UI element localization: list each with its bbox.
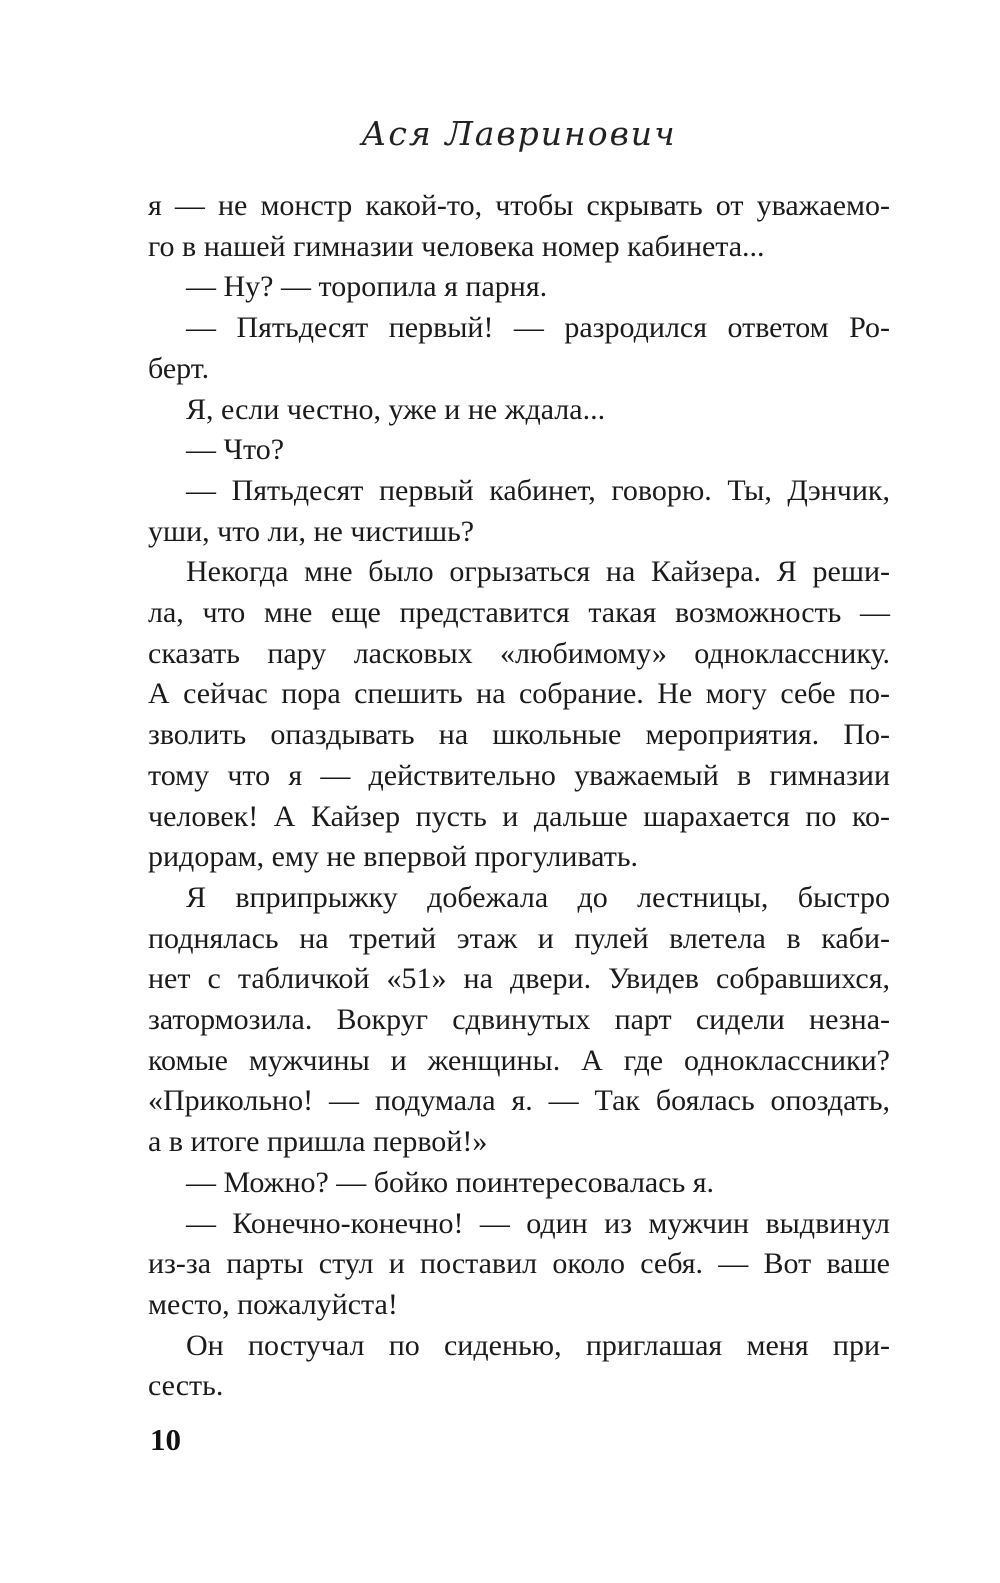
- text-line: А сейчас пора спешить на собрание. Не могу себе по-: [148, 677, 890, 711]
- text-line: Я, если честно, уже и не ждала...: [186, 392, 606, 426]
- text-line: я — не монстр какой-то, чтобы скрывать от уважаемо-: [148, 189, 890, 222]
- text-line: человек! А Кайзер пусть и дальше шарахается по ко-: [148, 799, 890, 833]
- text-line: — Пятьдесят первый кабинет, говорю. Ты, Дэнчик,: [186, 473, 890, 507]
- body-text: [148, 186, 890, 1407]
- text-line: зволить опаздывать на школьные мероприятия. По-: [148, 718, 890, 752]
- author-header: Ася Лавринович: [361, 114, 677, 153]
- text-line: Некогда мне было огрызаться на Кайзера. Я реши-: [186, 555, 890, 589]
- text-line: Я вприпрыжку добежала до лестницы, быстро: [186, 880, 890, 914]
- text-line: тому что я — действительно уважаемый в гимназии: [148, 758, 890, 792]
- text-line: «Прикольно! — подумала я. — Так боялась опоздать,: [148, 1084, 890, 1118]
- text-line: — Конечно-конечно! — один из мужчин выдвинул: [186, 1206, 890, 1240]
- text-line: сесть.: [148, 1369, 224, 1403]
- text-line: ла, что мне еще представится такая возможность —: [148, 596, 890, 630]
- text-line: — Ну? — торопила я парня.: [186, 270, 548, 304]
- text-line: го в нашей гимназии человека номер кабинета...: [148, 229, 765, 263]
- text-line: комые мужчины и женщины. А где одноклассники?: [148, 1043, 890, 1077]
- text-line: ридорам, ему не впервой прогуливать.: [148, 840, 639, 874]
- text-line: Он постучал по сиденью, приглашая меня при-: [186, 1328, 890, 1362]
- text-line: уши, что ли, не чистишь?: [148, 514, 475, 548]
- text-line: нет с табличкой «51» на двери. Увидев собравшихся,: [148, 962, 890, 996]
- text-line: берт.: [148, 351, 210, 385]
- text-line: — Пятьдесят первый! — разродился ответом Ро-: [186, 311, 890, 345]
- text-line: — Можно? — бойко поинтересовалась я.: [186, 1165, 715, 1199]
- text-line: а в итоге пришла первой!»: [148, 1125, 488, 1159]
- text-line: сказать пару ласковых «любимому» однокласснику.: [148, 636, 890, 670]
- text-line: место, пожалуйста!: [148, 1287, 398, 1321]
- text-line: поднялась на третий этаж и пулей влетела в каби-: [148, 921, 890, 955]
- text-line: затормозила. Вокруг сдвинутых парт сидели незна-: [148, 1003, 890, 1037]
- text-line: — Что?: [186, 433, 285, 467]
- text-line: из-за парты стул и поставил около себя. — Вот ваше: [148, 1247, 890, 1281]
- page-number: 10: [150, 1422, 181, 1457]
